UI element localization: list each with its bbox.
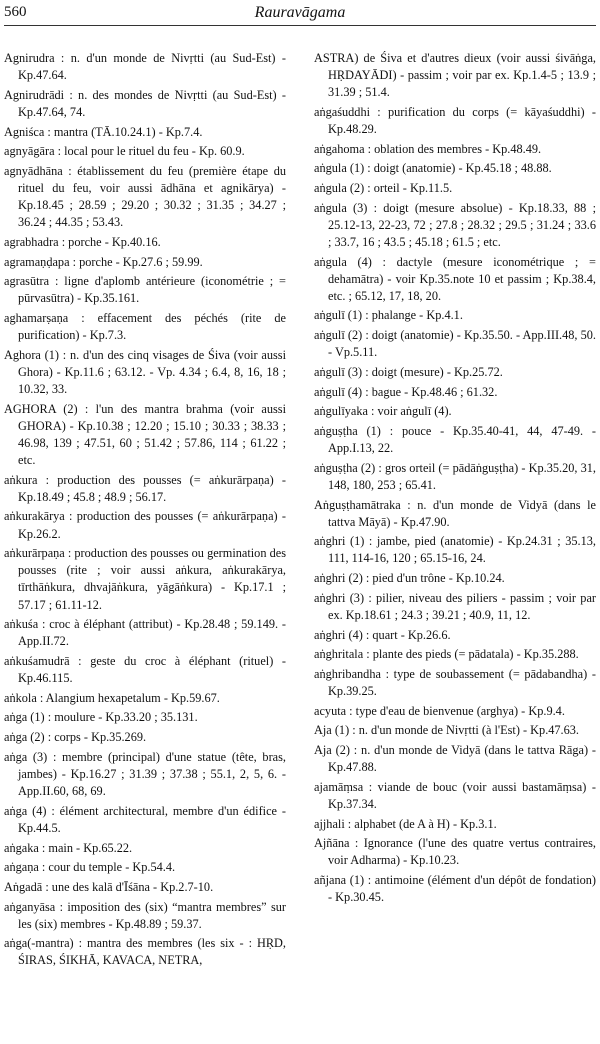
glossary-entry: aṅguṣṭha (1) : pouce - Kp.35.40-41, 44, 47-49. - App.I.13, 22. (314, 424, 596, 456)
glossary-entry: aṅgulī (2) : doigt (anatomie) - Kp.35.50. - App.III.48, 50. - Vp.5.11. (314, 328, 596, 360)
glossary-entry: aṅgula (1) : doigt (anatomie) - Kp.45.18 ; 48.88. (314, 161, 552, 176)
glossary-entry: ajjhali : alphabet (de A à H) - Kp.3.1. (314, 816, 497, 831)
glossary-entry: aṅghritala : plante des pieds (= pādatala) - Kp.35.288. (314, 647, 579, 662)
glossary-entry: aṅkola : Alangium hexapetalum - Kp.59.67. (4, 690, 220, 705)
glossary-entry: aṅkurakārya : production des pousses (= aṅkurārpaṇa) - Kp.26.2. (4, 509, 286, 541)
glossary-entry: aṅghribandha : type de soubassement (= pādabandha) - Kp.39.25. (314, 666, 596, 699)
glossary-entry: Aṅguṣṭhamātraka : n. d'un monde de Vidyā (dans le tattva Māyā) - Kp.47.90. (314, 497, 596, 529)
glossary-entry: ASTRA) de Śiva et d'autres dieux (voir aussi śivāṅga, HṚDAYĀDI) - passim ; voir par ex. Kp.1.4-5 ; 13.9 ; 31.39 ; 51.4. (314, 51, 596, 100)
header-rule (4, 25, 596, 26)
glossary-entry: Aghora (1) : n. d'un des cinq visages de Śiva (voir aussi Ghora) - Kp.11.6 ; 63.12. - Vp. 4.34 ; 6.4, 8, 16, 18 ; 10.32, 33. (4, 347, 286, 397)
glossary-entry: Agnirudra : n. d'un monde de Nivṛtti (au Sud-Est) - Kp.47.64. (4, 51, 286, 83)
glossary-entry: agramaṇḍapa : porche - Kp.27.6 ; 59.99. (4, 254, 203, 269)
glossary-entry: aṅgaśuddhi : purification du corps (= kāyaśuddhi) - Kp.48.29. (314, 104, 596, 136)
glossary-entry: aṅghri (2) : pied d'un trône - Kp.10.24. (314, 571, 505, 586)
glossary-entry: AGHORA (2) : l'un des mantra brahma (voir aussi GHORA) - Kp.10.38 ; 12.20 ; 15.10 ; 30.33 ; 38.33 ; 46.98, 139 ; 47.51, 60 ; 51.42 ; 57.86, 114 ; 61.22 ; etc. (4, 401, 286, 467)
glossary-entry: aṅgulīyaka : voir aṅgulī (4). (314, 404, 452, 419)
glossary-entry: Agniśca : mantra (TĀ.10.24.1) - Kp.7.4. (4, 124, 203, 139)
glossary-entry: aṅkurārpaṇa : production des pousses ou germination des pousses (rite ; voir aussi aṅkura, aṅkurakārya, tīrthāṅkura, dhvajāṅkura, yāgāṅkura) - Kp.17.1 ; 57.17 ; 61.11-12. (4, 546, 286, 612)
glossary-entry: aṅga (2) : corps - Kp.35.269. (4, 730, 147, 745)
glossary-entry: acyuta : type d'eau de bienvenue (arghya) - Kp.9.4. (314, 703, 565, 718)
glossary-entry: aṅgula (3) : doigt (mesure absolue) - Kp.18.33, 88 ; 25.12-13, 22-23, 72 ; 27.8 ; 28.32 ; 29.5 ; 31.24 ; 33.6 ; 33.7, 16 ; 43.5 ; 45.18 ; 61.5 ; etc. (314, 200, 596, 249)
glossary-entry: aṅga (3) : membre (principal) d'une statue (tête, bras, jambes) - Kp.16.27 ; 31.39 ; 37.38 ; 55.1, 2, 5, 6. - App.II.60, 68, 69. (4, 749, 286, 799)
glossary-entry: ajamāṃsa : viande de bouc (voir aussi bastamāṃsa) - Kp.37.34. (314, 779, 596, 811)
glossary-entry: aṅgahoma : oblation des membres - Kp.48.49. (314, 141, 542, 156)
left-column (4, 50, 286, 972)
glossary-entry: aṅga (4) : élément architectural, membre d'un édifice - Kp.44.5. (4, 803, 286, 835)
glossary-entry: aṅga (1) : moulure - Kp.33.20 ; 35.131. (4, 710, 198, 725)
glossary-entry: aghamarṣaṇa : effacement des péchés (rite de purification) - Kp.7.3. (4, 311, 286, 343)
glossary-entry: agrasūtra : ligne d'aplomb antérieure (iconométrie ; = pūrvasūtra) - Kp.35.161. (4, 274, 286, 306)
glossary-entry: aṅghri (3) : pilier, niveau des piliers - passim ; voir par ex. Kp.18.61 ; 24.3 ; 39.21 ; 40.9, 11, 12. (314, 590, 596, 622)
right-column (314, 50, 596, 972)
glossary-entry: Aja (1) : n. d'un monde de Nivṛtti (à l'Est) - Kp.47.63. (314, 723, 580, 738)
page-number: 560 (4, 4, 27, 20)
glossary-entry: aṅkuśamudrā : geste du croc à éléphant (rituel) - Kp.46.115. (4, 654, 286, 686)
glossary-entry: aṅgula (2) : orteil - Kp.11.5. (314, 181, 453, 196)
glossary-entry: aṅgaka : main - Kp.65.22. (4, 840, 133, 855)
glossary-entry: aṅgulī (1) : phalange - Kp.4.1. (314, 308, 463, 323)
glossary-entry: aṅgulī (3) : doigt (mesure) - Kp.25.72. (314, 364, 503, 379)
glossary-entry: aṅghri (1) : jambe, pied (anatomie) - Kp.24.31 ; 35.13, 111, 114-16, 120 ; 65.15-16, 24. (314, 534, 596, 566)
glossary-entry: aṅga(-mantra) : mantra des membres (les six - : HṚD, ŚIRAS, ŚIKHĀ, KAVACA, NETRA, (4, 936, 286, 968)
glossary-entry: aṅguṣṭha (2) : gros orteil (= pādāṅguṣṭha) - Kp.35.20, 31, 148, 180, 253 ; 65.41. (314, 460, 596, 492)
glossary-entry: aṅkuśa : croc à éléphant (attribut) - Kp.28.48 ; 59.149. - App.II.72. (4, 617, 286, 649)
glossary-entry: añjana (1) : antimoine (élément d'un dépôt de fondation) - Kp.30.45. (314, 873, 596, 905)
glossary-entry: aṅkura : production des pousses (= aṅkurārpaṇa) - Kp.18.49 ; 45.8 ; 48.9 ; 56.17. (4, 472, 286, 504)
glossary-entry: agnyādhāna : établissement du feu (première étape du rituel du feu, voir aussi ādhāna et agnikārya) - Kp.18.45 ; 28.59 ; 29.20 ; 30.32 ; 31.35 ; 34.27 ; 36.24 ; 44.35 ; 53.43. (4, 163, 286, 230)
glossary-entry: aṅganyāsa : imposition des (six) “mantra membres” sur les (six) membres - Kp.48.89 ; 59.37. (4, 899, 286, 931)
glossary-entry: Aja (2) : n. d'un monde de Vidyā (dans le tattva Rāga) - Kp.47.88. (314, 743, 596, 775)
running-head: Rauravāgama (254, 4, 346, 21)
glossary-entry: aṅgulī (4) : bague - Kp.48.46 ; 61.32. (314, 384, 498, 399)
glossary-entry: aṅgaṇa : cour du temple - Kp.54.4. (4, 860, 176, 875)
glossary-entry: aṅgula (4) : dactyle (mesure iconométrique ; = dehamātra) - voir Kp.35.note 10 et passim ; Kp.38.4, etc. ; 65.12, 17, 18, 20. (314, 254, 596, 303)
glossary-entry: Agnirudrādi : n. des mondes de Nivṛtti (au Sud-Est) - Kp.47.64, 74. (4, 87, 286, 119)
glossary-entry: Aṅgadā : une des kalā d'Īśāna - Kp.2.7-10. (4, 879, 214, 894)
glossary-entry: agnyāgāra : local pour le rituel du feu - Kp. 60.9. (4, 144, 245, 159)
glossary-entry: Ajñāna : Ignorance (l'une des quatre vertus contraires, voir Adharma) - Kp.10.23. (314, 836, 596, 868)
glossary-entry: aṅghri (4) : quart - Kp.26.6. (314, 627, 451, 642)
glossary-columns (4, 50, 596, 972)
glossary-entry: agrabhadra : porche - Kp.40.16. (4, 234, 161, 249)
